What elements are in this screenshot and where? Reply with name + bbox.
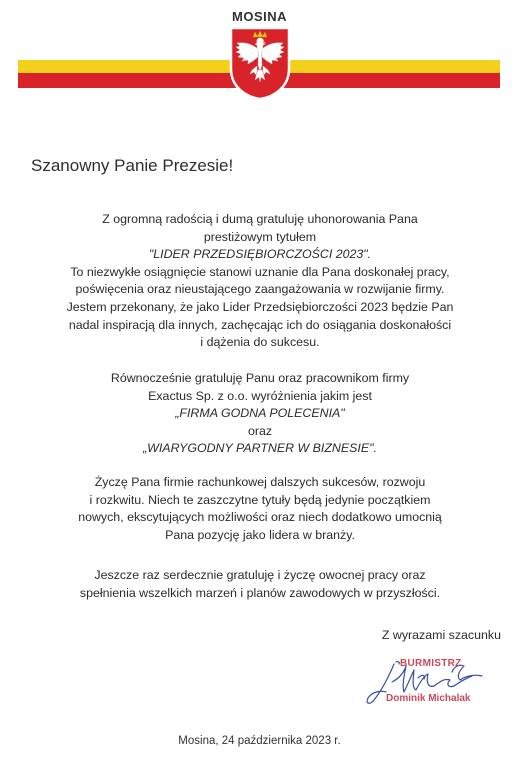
place-and-date: Mosina, 24 października 2023 r. (178, 735, 341, 747)
paragraph-final-wishes (20, 567, 500, 602)
text-line: To niezwykłe osiągnięcie stanowi uznanie dla Pana doskonałej pracy, (70, 264, 450, 279)
text-line: Jeszcze raz serdecznie gratuluję i życzę owocnej pracy oraz (94, 568, 426, 582)
text-line: poświęcenia oraz nieustającego zaangażowania w rozwijanie firmy. (75, 282, 445, 297)
text-line: i dążenia do sukcesu. (200, 335, 320, 350)
closing-phrase: Z wyrazami szacunku (381, 628, 501, 642)
award-title-line: "LIDER PRZEDSIĘBIORCZOŚCI 2023". (148, 247, 372, 262)
text-line: i rozkwitu. Niech te zaszczytne tytuły będą jedynie początkiem (89, 492, 431, 507)
paragraph-awards (20, 370, 500, 458)
text-line: nadal inspiracją dla innych, zachęcając ich do osiągania doskonałości (68, 317, 452, 332)
salutation: Szanowny Panie Prezesie! (31, 156, 234, 175)
text-line: Równocześnie gratuluję Panu oraz pracownikom firmy (110, 371, 410, 385)
handwritten-signature-icon (356, 652, 496, 710)
paragraph-congratulations (20, 211, 500, 352)
award-title-line: „WIARYGODNY PARTNER W BIZNESIE". (143, 441, 377, 456)
text-line: Z ogromną radością i dumą gratuluję uhonorowania Pana (102, 212, 418, 226)
paragraph-wishes (20, 474, 500, 544)
text-line: Pana pozycję jako lidera w branży. (165, 527, 355, 542)
text-line: Exactus Sp. z o.o. wyróżnienia jakim jest (148, 388, 372, 403)
coat-of-arms-icon (228, 25, 292, 101)
text-line: oraz (247, 423, 273, 438)
stamp-title: BURMISTRZ (400, 658, 462, 669)
text-line: Jestem przekonany, że jako Lider Przedsiębiorczości 2023 będzie Pan (66, 299, 454, 314)
text-line: nowych, ekscytujących możliwości oraz niech dodatkowo umocnią (78, 510, 442, 525)
text-line: spełnienia wszelkich marzeń i planów zawodowych w przyszłości. (79, 585, 441, 600)
text-line: prestiżowym tytułem (203, 229, 317, 244)
award-title-line: „FIRMA GODNA POLECENIA" (175, 406, 345, 421)
town-name: MOSINA (232, 9, 287, 24)
text-line: Życzę Pana firmie rachunkowej dalszych sukcesów, rozwoju (94, 475, 426, 489)
stamp-name: Dominik Michalak (386, 693, 471, 704)
